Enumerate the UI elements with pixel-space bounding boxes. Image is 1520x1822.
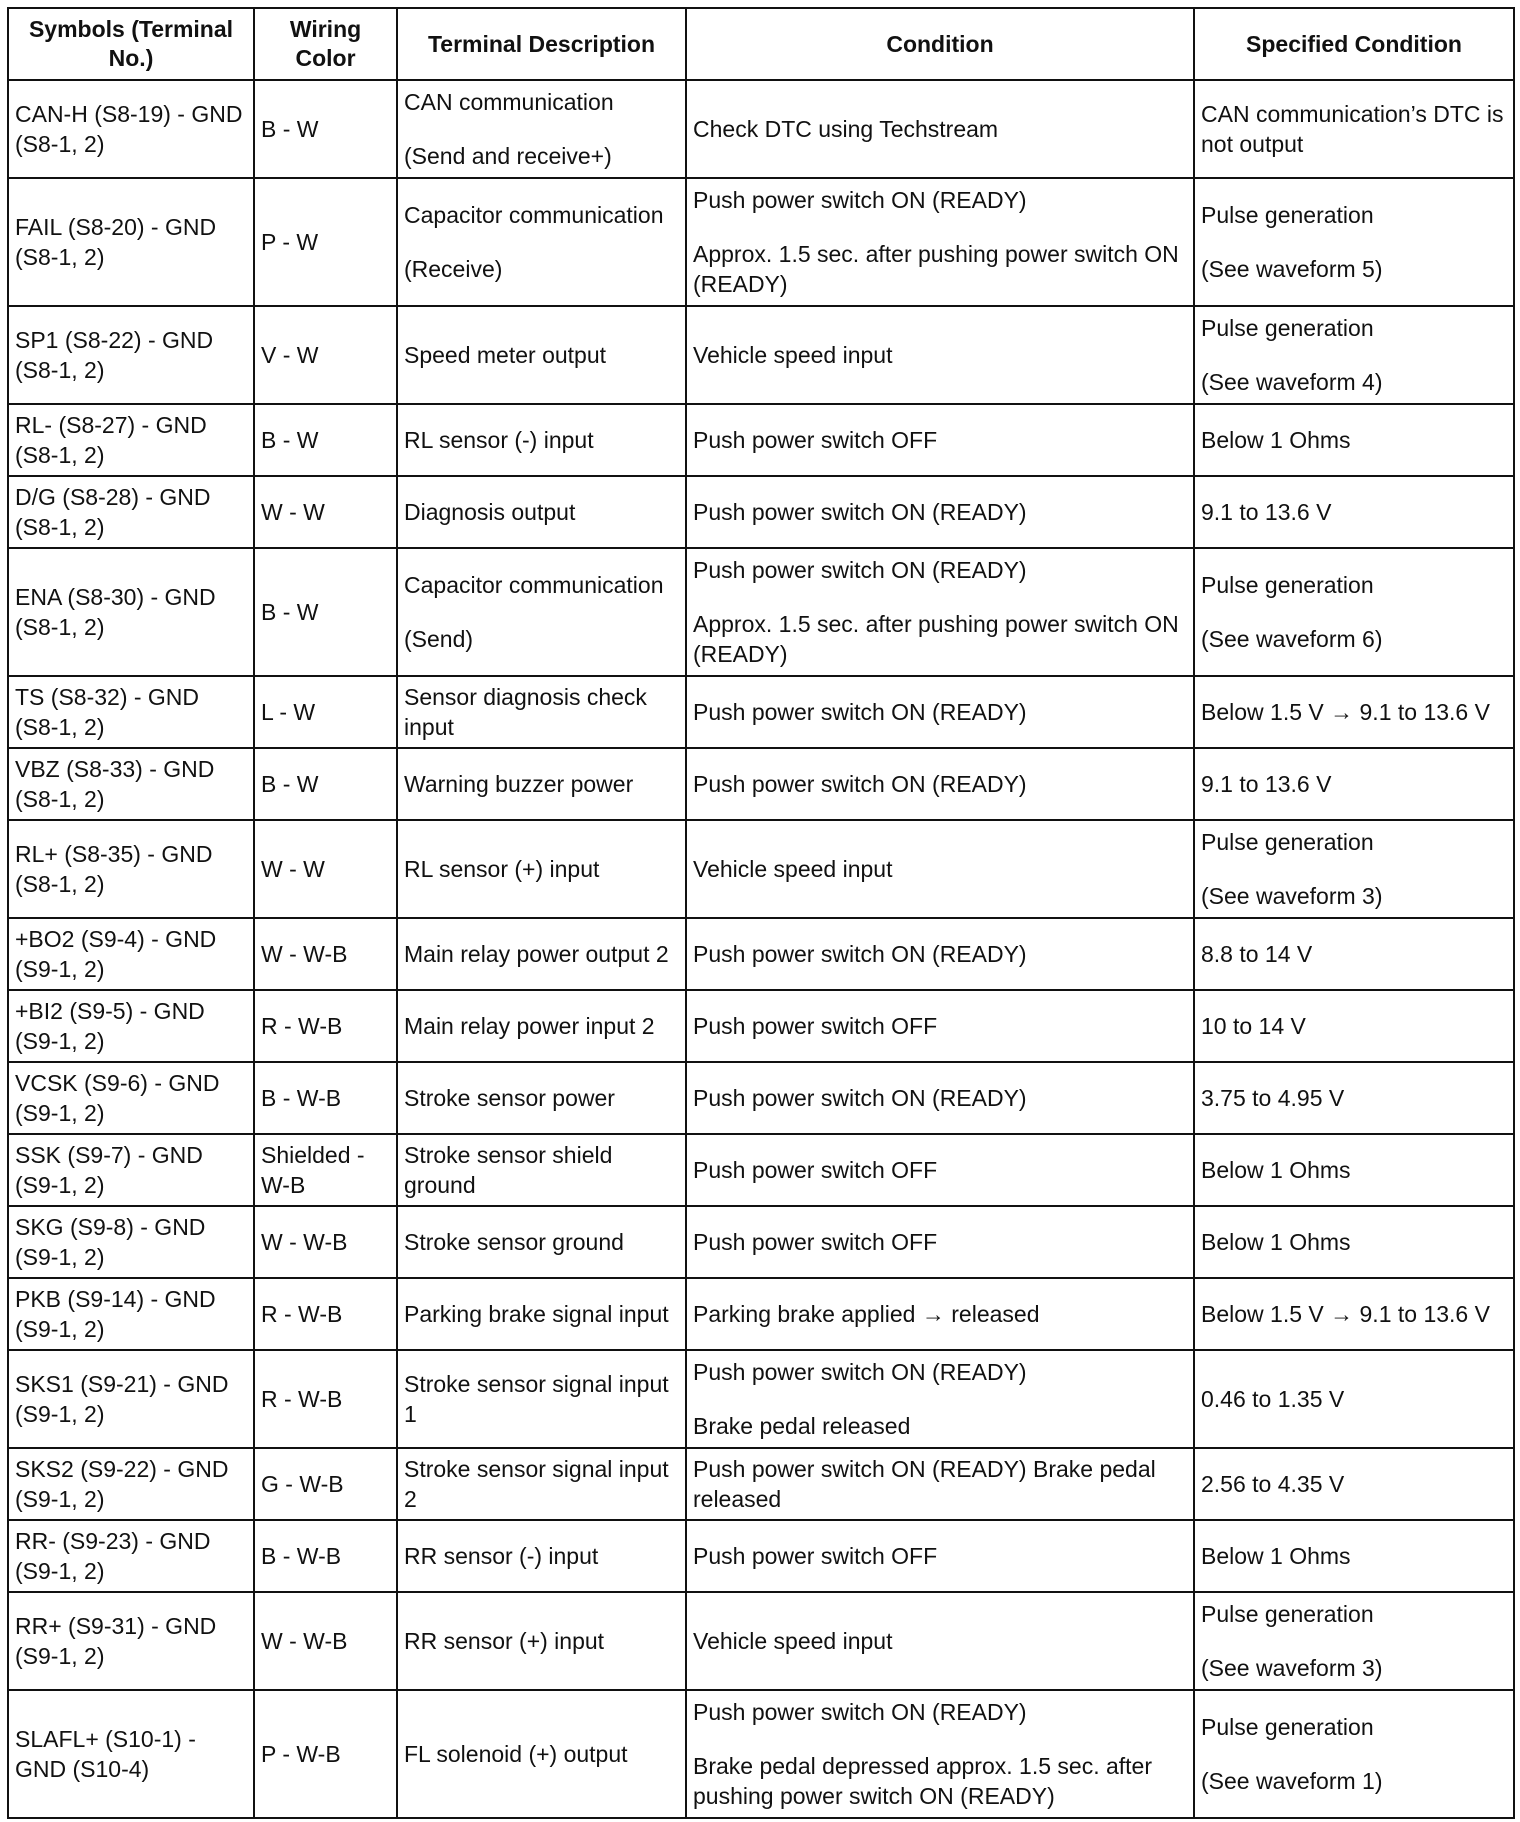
table-row	[8, 918, 1514, 990]
terminal-description-cell	[397, 1062, 686, 1134]
terminal-description-cell-text: RL sensor (-) input	[404, 427, 594, 453]
terminal-symbol-cell: SKS1 (S9-21) - GND (S9-1, 2)	[8, 1350, 254, 1448]
condition-cell-text: Push power switch ON (READY)	[693, 699, 1027, 725]
condition-cell-text: Push power switch ON (READY) Brake pedal released	[693, 1456, 1156, 1512]
terminal-symbol-cell: PKB (S9-14) - GND (S9-1, 2)	[8, 1278, 254, 1350]
specified-condition-cell-text: 9.1 to 13.6 V	[1201, 771, 1332, 797]
table-row	[8, 1690, 1514, 1818]
wiring-color-cell: W - W-B	[254, 1206, 397, 1278]
specified-condition-cell	[1194, 990, 1514, 1062]
terminal-description-cell-text: RR sensor (+) input	[404, 1628, 605, 1654]
condition-cell-text: Push power switch ON (READY)	[693, 499, 1027, 525]
specified-condition-cell-text: (See waveform 5)	[1201, 256, 1383, 282]
specified-condition-cell	[1194, 178, 1514, 306]
specified-condition-cell-text: 8.8 to 14 V	[1201, 941, 1313, 967]
wiring-color-cell: P - W-B	[254, 1690, 397, 1818]
header-symbols: Symbols (Terminal No.)	[8, 8, 254, 80]
wiring-color-cell: W - W-B	[254, 918, 397, 990]
table-row	[8, 548, 1514, 676]
terminal-description-cell	[397, 80, 686, 178]
specified-condition-cell-text: 0.46 to 1.35 V	[1201, 1386, 1345, 1412]
terminal-description-cell	[397, 404, 686, 476]
specified-condition-cell-text: Pulse generation	[1201, 572, 1374, 598]
wiring-color-cell: B - W	[254, 748, 397, 820]
specified-condition-cell-text: Below 1 Ohms	[1201, 1229, 1351, 1255]
terminal-description-cell-text: Sensor diagnosis check input	[404, 684, 647, 740]
condition-cell	[686, 306, 1194, 404]
wiring-color-cell: G - W-B	[254, 1448, 397, 1520]
terminal-spec-table	[7, 7, 1515, 1819]
terminal-description-cell-text: Stroke sensor signal input 2	[404, 1456, 669, 1512]
table-row	[8, 1592, 1514, 1690]
condition-cell-text: Push power switch ON (READY)	[693, 187, 1027, 213]
terminal-symbol-cell: +BO2 (S9-4) - GND (S9-1, 2)	[8, 918, 254, 990]
terminal-description-cell	[397, 178, 686, 306]
terminal-description-cell-text: Main relay power output 2	[404, 941, 669, 967]
terminal-description-cell-text: Stroke sensor shield ground	[404, 1142, 613, 1198]
condition-cell-text: Push power switch ON (READY)	[693, 1699, 1027, 1725]
terminal-symbol-cell: RL- (S8-27) - GND (S8-1, 2)	[8, 404, 254, 476]
terminal-symbol-cell: RL+ (S8-35) - GND (S8-1, 2)	[8, 820, 254, 918]
terminal-description-cell	[397, 1134, 686, 1206]
terminal-description-cell-text: Stroke sensor ground	[404, 1229, 624, 1255]
terminal-symbol-cell: RR+ (S9-31) - GND (S9-1, 2)	[8, 1592, 254, 1690]
specified-condition-cell-text: Pulse generation	[1201, 1714, 1374, 1740]
table-row	[8, 1134, 1514, 1206]
specified-condition-cell-text: Below 1.5 V → 9.1 to 13.6 V	[1201, 1301, 1490, 1327]
terminal-description-cell-text: Main relay power input 2	[404, 1013, 655, 1039]
condition-cell-text: Push power switch OFF	[693, 1013, 938, 1039]
terminal-description-cell	[397, 1278, 686, 1350]
condition-cell-text: Vehicle speed input	[693, 342, 893, 368]
condition-cell-text: Push power switch ON (READY)	[693, 1085, 1027, 1111]
terminal-description-cell-text: Warning buzzer power	[404, 771, 634, 797]
specified-condition-cell	[1194, 476, 1514, 548]
terminal-description-cell-text: (Send)	[404, 626, 474, 652]
wiring-color-cell: B - W	[254, 404, 397, 476]
wiring-color-cell: R - W-B	[254, 1278, 397, 1350]
table-row	[8, 1062, 1514, 1134]
condition-cell	[686, 548, 1194, 676]
terminal-symbol-cell: FAIL (S8-20) - GND (S8-1, 2)	[8, 178, 254, 306]
header-condition: Condition	[686, 8, 1194, 80]
terminal-symbol-cell: RR- (S9-23) - GND (S9-1, 2)	[8, 1520, 254, 1592]
terminal-description-cell	[397, 676, 686, 748]
header-wiring-color: Wiring Color	[254, 8, 397, 80]
terminal-symbol-cell: SKS2 (S9-22) - GND (S9-1, 2)	[8, 1448, 254, 1520]
condition-cell	[686, 1278, 1194, 1350]
condition-cell-text: Push power switch OFF	[693, 1543, 938, 1569]
terminal-symbol-cell: TS (S8-32) - GND (S8-1, 2)	[8, 676, 254, 748]
terminal-symbol-cell: VCSK (S9-6) - GND (S9-1, 2)	[8, 1062, 254, 1134]
condition-cell-text: Approx. 1.5 sec. after pushing power switch ON (READY)	[693, 241, 1179, 297]
specified-condition-cell-text: Below 1 Ohms	[1201, 1157, 1351, 1183]
terminal-description-cell-text: RR sensor (-) input	[404, 1543, 599, 1569]
table-row	[8, 990, 1514, 1062]
condition-cell-text: Brake pedal depressed approx. 1.5 sec. after pushing power switch ON (READY)	[693, 1753, 1153, 1809]
specified-condition-cell	[1194, 748, 1514, 820]
condition-cell-text: Push power switch ON (READY)	[693, 941, 1027, 967]
specified-condition-cell	[1194, 548, 1514, 676]
table-row	[8, 748, 1514, 820]
terminal-description-cell	[397, 1690, 686, 1818]
specified-condition-cell-text: Below 1 Ohms	[1201, 1543, 1351, 1569]
condition-cell	[686, 676, 1194, 748]
specified-condition-cell-text: 3.75 to 4.95 V	[1201, 1085, 1345, 1111]
terminal-description-cell-text: Capacitor communication	[404, 202, 664, 228]
wiring-color-cell: Shielded - W-B	[254, 1134, 397, 1206]
specified-condition-cell	[1194, 404, 1514, 476]
table-row	[8, 1448, 1514, 1520]
specified-condition-cell	[1194, 1062, 1514, 1134]
terminal-description-cell	[397, 1592, 686, 1690]
table-row	[8, 178, 1514, 306]
table-row	[8, 80, 1514, 178]
terminal-symbol-cell: ENA (S8-30) - GND (S8-1, 2)	[8, 548, 254, 676]
specified-condition-cell-text: Pulse generation	[1201, 829, 1374, 855]
terminal-description-cell	[397, 820, 686, 918]
wiring-color-cell: W - W	[254, 820, 397, 918]
terminal-description-cell	[397, 548, 686, 676]
condition-cell	[686, 1134, 1194, 1206]
terminal-description-cell	[397, 1448, 686, 1520]
specified-condition-cell	[1194, 820, 1514, 918]
terminal-symbol-cell: D/G (S8-28) - GND (S8-1, 2)	[8, 476, 254, 548]
specified-condition-cell	[1194, 918, 1514, 990]
terminal-description-cell-text: RL sensor (+) input	[404, 856, 600, 882]
terminal-symbol-cell: SLAFL+ (S10-1) - GND (S10-4)	[8, 1690, 254, 1818]
terminal-description-cell	[397, 918, 686, 990]
specified-condition-cell-text: Pulse generation	[1201, 202, 1374, 228]
table-row	[8, 1278, 1514, 1350]
terminal-description-cell-text: Diagnosis output	[404, 499, 576, 525]
table-row	[8, 820, 1514, 918]
terminal-description-cell-text: FL solenoid (+) output	[404, 1741, 628, 1767]
table-row	[8, 1520, 1514, 1592]
table-row	[8, 1350, 1514, 1448]
specified-condition-cell	[1194, 1520, 1514, 1592]
specified-condition-cell-text: CAN communication’s DTC is not output	[1201, 101, 1504, 157]
condition-cell-text: Push power switch OFF	[693, 427, 938, 453]
specified-condition-cell-text: (See waveform 6)	[1201, 626, 1383, 652]
terminal-symbol-cell: SSK (S9-7) - GND (S9-1, 2)	[8, 1134, 254, 1206]
terminal-description-cell	[397, 306, 686, 404]
specified-condition-cell-text: 10 to 14 V	[1201, 1013, 1306, 1039]
table-row	[8, 306, 1514, 404]
specified-condition-cell-text: Below 1 Ohms	[1201, 427, 1351, 453]
terminal-symbol-cell: SP1 (S8-22) - GND (S8-1, 2)	[8, 306, 254, 404]
specified-condition-cell	[1194, 1206, 1514, 1278]
condition-cell	[686, 990, 1194, 1062]
specified-condition-cell-text: Below 1.5 V → 9.1 to 13.6 V	[1201, 699, 1490, 725]
terminal-symbol-cell: +BI2 (S9-5) - GND (S9-1, 2)	[8, 990, 254, 1062]
table-row	[8, 404, 1514, 476]
specified-condition-cell	[1194, 1278, 1514, 1350]
condition-cell	[686, 1350, 1194, 1448]
specified-condition-cell-text: (See waveform 4)	[1201, 369, 1383, 395]
terminal-description-cell	[397, 1206, 686, 1278]
wiring-color-cell: W - W-B	[254, 1592, 397, 1690]
specified-condition-cell	[1194, 1134, 1514, 1206]
terminal-symbol-cell: VBZ (S8-33) - GND (S8-1, 2)	[8, 748, 254, 820]
wiring-color-cell: P - W	[254, 178, 397, 306]
terminal-description-cell-text: Stroke sensor power	[404, 1085, 615, 1111]
header-row	[8, 8, 1514, 80]
specified-condition-cell-text: (See waveform 3)	[1201, 1655, 1383, 1681]
condition-cell-text: Push power switch ON (READY)	[693, 557, 1027, 583]
condition-cell	[686, 1592, 1194, 1690]
wiring-color-cell: R - W-B	[254, 1350, 397, 1448]
table-body	[8, 80, 1514, 1818]
terminal-description-cell-text: (Send and receive+)	[404, 143, 612, 169]
condition-cell-text: Check DTC using Techstream	[693, 116, 999, 142]
specified-condition-cell	[1194, 306, 1514, 404]
wiring-color-cell: V - W	[254, 306, 397, 404]
specified-condition-cell-text: (See waveform 1)	[1201, 1768, 1383, 1794]
specified-condition-cell	[1194, 1350, 1514, 1448]
condition-cell-text: Push power switch OFF	[693, 1157, 938, 1183]
condition-cell	[686, 80, 1194, 178]
wiring-color-cell: B - W-B	[254, 1062, 397, 1134]
wiring-color-cell: L - W	[254, 676, 397, 748]
condition-cell-text: Vehicle speed input	[693, 856, 893, 882]
specified-condition-cell	[1194, 1448, 1514, 1520]
condition-cell	[686, 748, 1194, 820]
condition-cell	[686, 918, 1194, 990]
condition-cell	[686, 820, 1194, 918]
specified-condition-cell-text: Pulse generation	[1201, 315, 1374, 341]
wiring-color-cell: B - W	[254, 548, 397, 676]
specified-condition-cell-text: (See waveform 3)	[1201, 883, 1383, 909]
terminal-description-cell	[397, 990, 686, 1062]
specified-condition-cell	[1194, 1690, 1514, 1818]
terminal-description-cell-text: Speed meter output	[404, 342, 607, 368]
condition-cell	[686, 1448, 1194, 1520]
specified-condition-cell	[1194, 676, 1514, 748]
condition-cell	[686, 1520, 1194, 1592]
specified-condition-cell	[1194, 80, 1514, 178]
terminal-description-cell-text: Stroke sensor signal input 1	[404, 1371, 669, 1427]
condition-cell	[686, 178, 1194, 306]
condition-cell	[686, 1690, 1194, 1818]
terminal-description-cell-text: (Receive)	[404, 256, 503, 282]
specified-condition-cell-text: Pulse generation	[1201, 1601, 1374, 1627]
terminal-description-cell-text: CAN communication	[404, 89, 614, 115]
wiring-color-cell: B - W-B	[254, 1520, 397, 1592]
condition-cell	[686, 404, 1194, 476]
terminal-description-cell	[397, 476, 686, 548]
condition-cell	[686, 1062, 1194, 1134]
condition-cell	[686, 476, 1194, 548]
table-row	[8, 676, 1514, 748]
condition-cell	[686, 1206, 1194, 1278]
specified-condition-cell	[1194, 1592, 1514, 1690]
terminal-description-cell	[397, 748, 686, 820]
terminal-description-cell-text: Capacitor communication	[404, 572, 664, 598]
wiring-color-cell: R - W-B	[254, 990, 397, 1062]
condition-cell-text: Push power switch OFF	[693, 1229, 938, 1255]
condition-cell-text: Push power switch ON (READY)	[693, 1359, 1027, 1385]
terminal-symbol-cell: SKG (S9-8) - GND (S9-1, 2)	[8, 1206, 254, 1278]
table-row	[8, 476, 1514, 548]
header-specified-condition: Specified Condition	[1194, 8, 1514, 80]
specified-condition-cell-text: 9.1 to 13.6 V	[1201, 499, 1332, 525]
wiring-color-cell: W - W	[254, 476, 397, 548]
condition-cell-text: Approx. 1.5 sec. after pushing power switch ON (READY)	[693, 611, 1179, 667]
condition-cell-text: Brake pedal released	[693, 1413, 911, 1439]
terminal-symbol-cell: CAN-H (S8-19) - GND (S8-1, 2)	[8, 80, 254, 178]
condition-cell-text: Push power switch ON (READY)	[693, 771, 1027, 797]
wiring-color-cell: B - W	[254, 80, 397, 178]
condition-cell-text: Vehicle speed input	[693, 1628, 893, 1654]
terminal-description-cell	[397, 1350, 686, 1448]
specified-condition-cell-text: 2.56 to 4.35 V	[1201, 1471, 1345, 1497]
table-row	[8, 1206, 1514, 1278]
terminal-description-cell	[397, 1520, 686, 1592]
terminal-description-cell-text: Parking brake signal input	[404, 1301, 669, 1327]
condition-cell-text: Parking brake applied → released	[693, 1301, 1040, 1327]
header-terminal-description: Terminal Description	[397, 8, 686, 80]
